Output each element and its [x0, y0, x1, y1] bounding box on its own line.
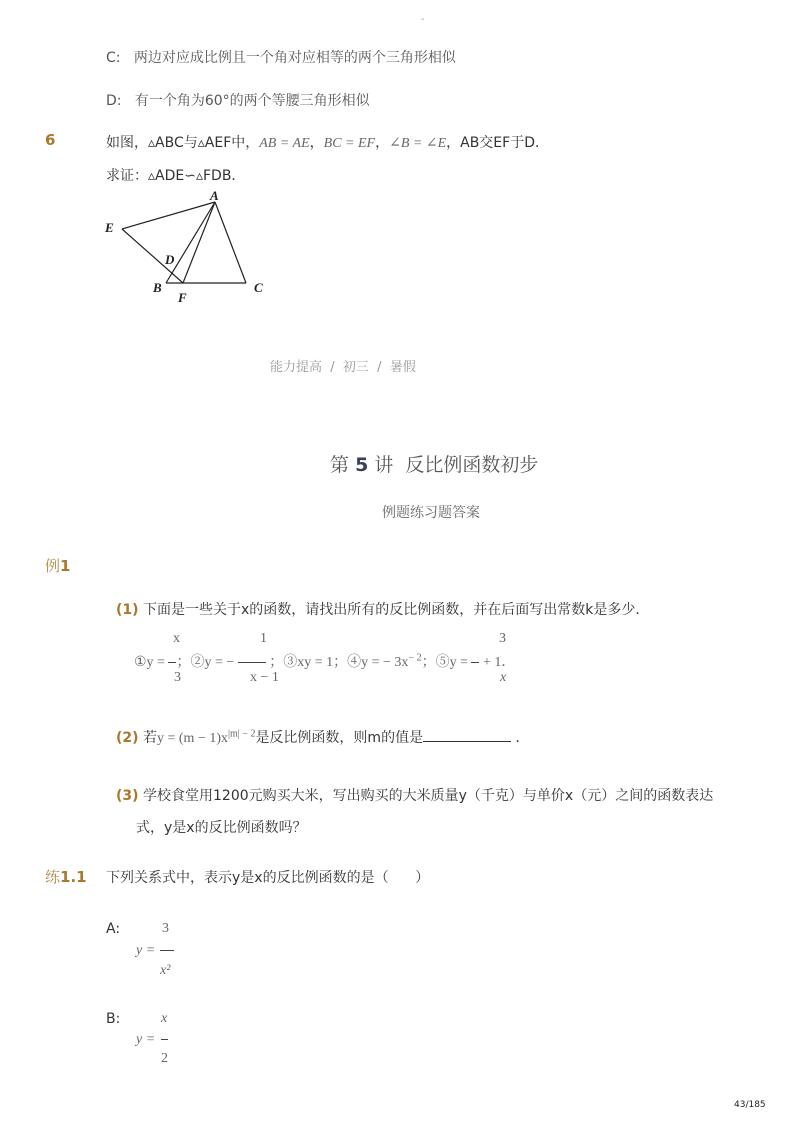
- question-number: 6: [45, 131, 56, 149]
- label-c: C: [254, 280, 263, 295]
- text: 若: [143, 730, 157, 746]
- top-mark: -: [421, 14, 425, 25]
- fraction-denominator: x − 1: [250, 670, 279, 685]
- geometry-figure: [0, 0, 300, 320]
- label-f: F: [178, 290, 187, 305]
- fraction-numerator: 1: [260, 631, 267, 646]
- option-b-label: B:: [106, 1011, 121, 1027]
- option-label: D:: [106, 93, 122, 109]
- math: ∠B = ∠E: [389, 136, 447, 151]
- fraction-numerator: 3: [499, 631, 506, 646]
- segment-ac: [215, 202, 246, 283]
- math: y = (m − 1)x: [157, 731, 229, 746]
- fraction-numerator: x: [161, 1011, 168, 1026]
- label-a: A: [210, 188, 219, 203]
- practice-label: [45, 866, 87, 887]
- fraction-denominator: x: [500, 670, 507, 685]
- text: 1: [60, 557, 71, 575]
- text: ；③xy = 1；④y = − 3x: [269, 655, 409, 670]
- exponent: |m| − 2: [228, 728, 256, 740]
- label-e: E: [105, 220, 114, 235]
- text: 练: [45, 868, 61, 886]
- text: 1.1: [60, 868, 87, 886]
- fraction-bar: [161, 1039, 168, 1040]
- fraction-numerator: 3: [162, 921, 169, 936]
- fraction-bar: [238, 662, 266, 663]
- part-2-prompt: [116, 727, 530, 747]
- text: 是反比例函数，则m的值是: [255, 730, 424, 746]
- label-b: B: [153, 280, 162, 295]
- text: + 1．: [479, 655, 516, 670]
- option-text: 有一个角为60°的两个等腰三角形相似: [134, 93, 370, 109]
- part-3-prompt: [116, 785, 713, 805]
- function-list: [134, 651, 515, 671]
- lecture-number: 5: [355, 454, 369, 476]
- option-a-label: A:: [106, 921, 121, 937]
- text: ．: [515, 730, 530, 746]
- fraction-denominator: 3: [174, 670, 181, 685]
- text: ；②y = −: [176, 655, 235, 670]
- math: y =: [136, 943, 156, 958]
- math: BC = EF: [323, 136, 376, 151]
- exponent: − 2: [408, 652, 422, 664]
- text: ，: [375, 135, 390, 151]
- part-number: (3): [116, 788, 139, 804]
- lecture-subtitle: 例题练习题答案: [382, 505, 480, 521]
- text: 学校食堂用1200元购买大米，写出购买的大米质量y（千克）与单价x（元）之间的函数表达: [143, 788, 714, 804]
- option-label: C:: [106, 50, 121, 66]
- answer-blank[interactable]: [423, 729, 511, 742]
- page-number: 43/185: [734, 1100, 766, 1110]
- part-number: (1): [116, 602, 139, 618]
- fraction-bar: [160, 950, 174, 951]
- fraction-denominator: x²: [160, 963, 171, 978]
- math: y =: [136, 1032, 156, 1047]
- breadcrumb: 能力提高 / 初三 / 暑假: [270, 360, 416, 375]
- option-text: 两边对应成比例且一个角对应相等的两个三角形相似: [133, 50, 456, 66]
- text: ；⑤y =: [421, 655, 472, 670]
- part-number: (2): [116, 730, 139, 746]
- text: 下面是一些关于x的函数，请找出所有的反比例函数，并在后面写出常数k是多少．: [143, 602, 650, 618]
- text: 例: [45, 557, 61, 575]
- part-1-prompt: [116, 599, 649, 619]
- text: 第: [330, 454, 350, 476]
- practice-question: 下列关系式中，表示y是x的反比例函数的是（ ）: [106, 870, 430, 886]
- question-6-line2: 求证：▵ADE∽▵FDB．: [106, 168, 246, 184]
- fraction-denominator: 2: [161, 1051, 168, 1066]
- example-label: [45, 555, 70, 576]
- lecture-title: [330, 450, 538, 477]
- text: ，: [309, 135, 324, 151]
- text: ①y =: [134, 655, 169, 670]
- segment-af: [183, 202, 215, 283]
- math: AB = AE: [259, 136, 310, 151]
- fraction-numerator: x: [173, 631, 180, 646]
- text: ，AB交EF于D．: [446, 135, 549, 151]
- label-d: D: [165, 252, 175, 267]
- text: 讲 反比例函数初步: [374, 454, 539, 476]
- part-3-line2: 式，y是x的反比例函数吗？: [136, 820, 307, 836]
- text: 如图，▵ABC与▵AEF中，: [106, 135, 260, 151]
